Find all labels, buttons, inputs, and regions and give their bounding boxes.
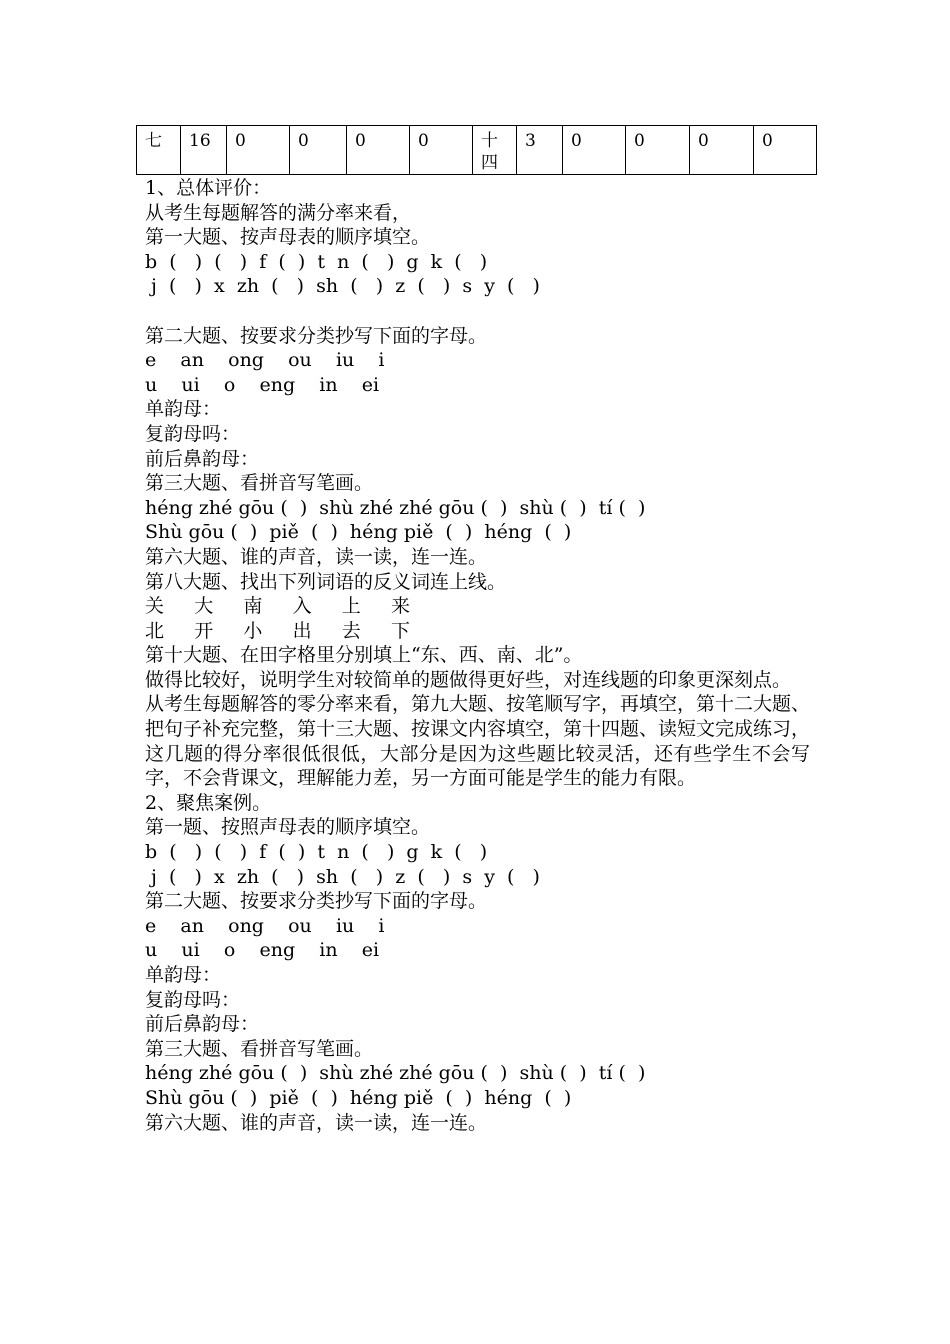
table-cell: 0 [347, 126, 410, 175]
question-title: 第六大题、谁的声音，读一读，连一连。 [145, 545, 488, 568]
table-cell: 0 [690, 126, 754, 175]
exercise-line: Shù gōu ( ) piě ( ) héng piě ( ) héng ( ) [145, 521, 572, 544]
exercise-line: b ( ) ( ) f ( ) t n ( ) g k ( ) [145, 250, 488, 273]
exercise-line: e an ong ou iu i [145, 349, 385, 372]
exercise-line: Shù gōu ( ) piě ( ) héng piě ( ) héng ( ) [145, 1086, 572, 1109]
table-cell: 0 [290, 126, 347, 175]
table-cell: 0 [410, 126, 473, 175]
category-label: 复韵母吗： [145, 988, 241, 1011]
category-label: 单韵母： [145, 964, 222, 986]
table-cell: 十四 [473, 126, 517, 175]
table-row [137, 126, 817, 175]
question-title: 第一大题、按声母表的顺序填空。 [145, 226, 431, 249]
category-label: 前后鼻韵母： [145, 447, 260, 470]
exercise-line: 关 大 南 入 上 来 [145, 595, 410, 618]
question-title: 第三大题、看拼音写笔画。 [145, 472, 374, 495]
exercise-line: j ( ) x zh ( ) sh ( ) z ( ) s y ( ) [145, 275, 540, 298]
category-label: 单韵母： [145, 398, 222, 421]
question-title: 第八大题、找出下列词语的反义词连上线。 [145, 570, 507, 593]
paragraph: 做得比较好，说明学生对较简单的题做得更好些，对连线题的印象更深刻点。 [145, 668, 792, 691]
exercise-line: j ( ) x zh ( ) sh ( ) z ( ) s y ( ) [145, 865, 540, 888]
question-title: 第十大题、在田字格里分别填上“东、西、南、北”。 [145, 644, 583, 667]
section-heading: 2、聚焦案例。 [145, 791, 272, 814]
question-title: 第六大题、谁的声音，读一读，连一连。 [145, 1111, 488, 1134]
table-cell: 0 [626, 126, 690, 175]
exercise-line: u ui o eng in ei [145, 373, 380, 396]
category-label: 前后鼻韵母： [145, 1013, 260, 1036]
question-title: 第二大题、按要求分类抄写下面的字母。 [145, 890, 488, 913]
section-heading: 1、总体评价： [145, 177, 272, 199]
document-body [145, 176, 810, 1135]
table-cell: 七 [137, 126, 181, 175]
exercise-line: u ui o eng in ei [145, 939, 380, 962]
paragraph: 从考生每题解答的零分率来看，第九大题、按笔顺写字，再填空，第十二大题、把句子补充完整，第十三大题、按课文内容填空，第十四题、读短文完成练习，这几题的得分率很低很低，大部分是因为这些题比较灵活，还有些学生不会写字，不会背课文，理解能力差，另一方面可能是学生的能力有限。 [145, 693, 811, 790]
table-cell: 0 [563, 126, 626, 175]
exercise-line: b ( ) ( ) f ( ) t n ( ) g k ( ) [145, 841, 488, 864]
question-title: 第一题、按照声母表的顺序填空。 [145, 816, 431, 839]
question-title: 第三大题、看拼音写笔画。 [145, 1037, 374, 1060]
exercise-line: héng zhé gōu ( ) shù zhé zhé gōu ( ) shù ( ) tí ( ) [145, 1062, 646, 1085]
paragraph: 从考生每题解答的满分率来看， [145, 201, 412, 224]
table-cell: 16 [181, 126, 227, 175]
exercise-line: 北 开 小 出 去 下 [145, 619, 410, 642]
category-label: 复韵母吗： [145, 422, 241, 445]
exercise-line: e an ong ou iu i [145, 914, 385, 937]
question-title: 第二大题、按要求分类抄写下面的字母。 [145, 324, 488, 347]
table-cell: 3 [517, 126, 563, 175]
table-cell: 0 [754, 126, 817, 175]
exercise-line: héng zhé gōu ( ) shù zhé zhé gōu ( ) shù ( ) tí ( ) [145, 496, 646, 519]
blank-line [145, 299, 810, 324]
score-table [136, 125, 817, 175]
table-cell: 0 [227, 126, 290, 175]
